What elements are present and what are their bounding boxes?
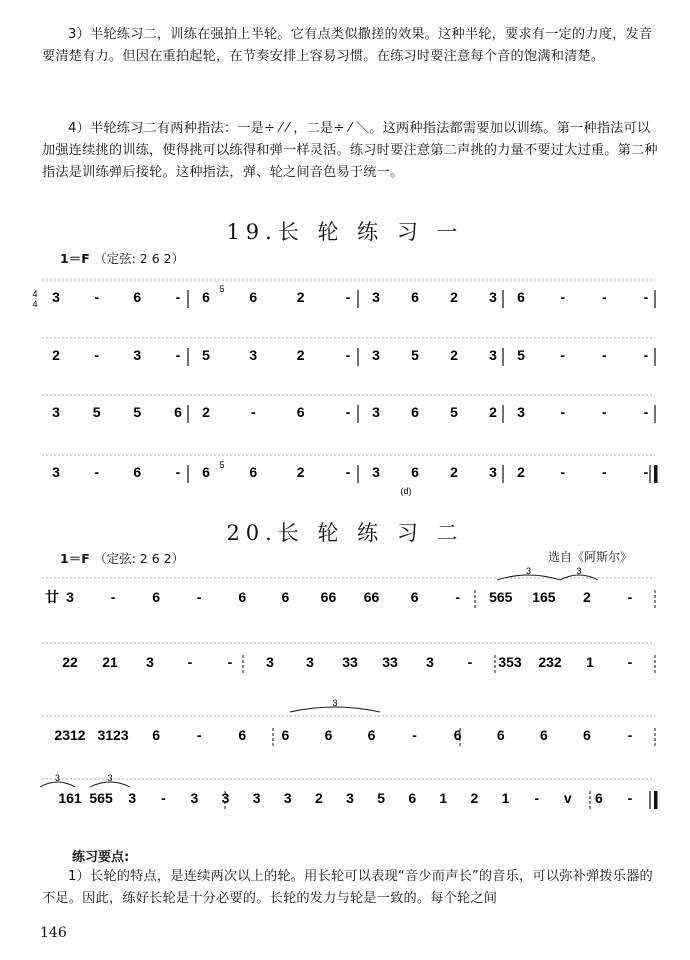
note20-2-13: - (627, 727, 633, 743)
fingering-annotation: (d) (400, 486, 412, 496)
note20-3-0: 161 (58, 790, 82, 806)
note20-1-2: 3 (146, 654, 154, 670)
note-0-3-2: - (601, 289, 607, 305)
note20-0-9: - (455, 589, 461, 605)
note-1-2-1: 5 (411, 347, 419, 363)
practice-points-text: 1）长轮的特点，是连续两次以上的轮。用长轮可以表现“音少而声长”的音乐，可以弥补弹拨乐器的不足。因此，练好长轮是十分必要的。长轮的发力与轮是一致的。每个轮之间 (42, 869, 653, 906)
note20-0-0: 3 (66, 589, 74, 605)
note20-2-12: 6 (583, 727, 591, 743)
note-3-3-3: - (643, 464, 649, 480)
note-1-0-1: - (94, 347, 100, 363)
note20-2-2: 6 (152, 727, 161, 743)
time-signature-top: 4 (32, 289, 38, 299)
note-0-0-2: 6 (133, 289, 142, 305)
note-0-1-3: - (345, 289, 351, 305)
note20-3-5: 3 (221, 790, 230, 806)
note20-2-6: 6 (324, 727, 333, 743)
note20-0-11: 165 (532, 589, 556, 605)
note20-3-15: - (534, 790, 540, 806)
note-2-1-0: 2 (202, 404, 210, 420)
note20-3-10: 5 (377, 790, 386, 806)
note20-2-8: - (412, 727, 417, 743)
key-signature: 1＝F (60, 251, 90, 266)
note-0-3-3: - (643, 289, 649, 305)
grace-note: 5 (219, 460, 225, 470)
note-0-1-0: 6 (202, 289, 210, 305)
note20-0-8: 6 (410, 589, 419, 605)
note-3-3-2: - (601, 464, 607, 480)
page-number: 146 (40, 925, 67, 941)
note-2-3-1: - (560, 404, 566, 420)
note20-3-8: 2 (314, 790, 323, 806)
final-barline (654, 791, 658, 809)
key-signature: 1＝F (60, 551, 90, 566)
note20-1-3: - (187, 654, 193, 670)
note20-0-5: 6 (281, 589, 290, 605)
note20-3-11: 6 (408, 790, 417, 806)
note20-1-4: - (227, 654, 233, 670)
note-1-2-2: 2 (450, 347, 458, 363)
note-3-1-1: 6 (249, 464, 258, 480)
practice-points-heading: 练习要点: (72, 850, 130, 865)
note-1-2-0: 3 (372, 347, 380, 363)
note20-1-12: 232 (538, 654, 562, 670)
note20-0-4: 6 (238, 589, 247, 605)
note20-3-2: 3 (128, 790, 137, 806)
note-0-2-0: 3 (372, 289, 380, 305)
note-0-0-3: - (175, 289, 181, 305)
note-3-1-0: 6 (202, 464, 210, 480)
note-1-3-3: - (643, 347, 649, 363)
note-1-1-3: - (345, 347, 351, 363)
note-0-2-3: 3 (489, 289, 497, 305)
note-0-1-1: 6 (249, 289, 258, 305)
note-2-2-1: 6 (411, 404, 419, 420)
final-barline (654, 465, 658, 483)
note20-2-1: 3123 (97, 727, 129, 743)
note-3-0-1: - (94, 464, 100, 480)
note-2-3-2: - (601, 404, 607, 420)
note-0-1-2: 2 (296, 289, 305, 305)
note-2-0-2: 5 (133, 404, 142, 420)
note-3-0-2: 6 (133, 464, 142, 480)
note20-1-8: 33 (382, 654, 398, 670)
start-mark: 廿 (45, 589, 59, 605)
source-note: 选自《阿斯尔》 (548, 550, 633, 564)
note-1-3-0: 5 (517, 347, 525, 363)
note20-1-6: 3 (306, 654, 314, 670)
note20-3-6: 3 (252, 790, 261, 806)
note20-1-1: 21 (102, 654, 118, 670)
note-1-3-1: - (560, 347, 566, 363)
note20-2-11: 6 (539, 727, 548, 743)
note-2-2-3: 2 (489, 404, 497, 420)
note20-1-13: 1 (586, 654, 594, 670)
note-3-0-3: - (175, 464, 181, 480)
note20-3-16: v (563, 790, 572, 806)
triplet-mark: 3 (107, 773, 113, 783)
note-3-2-2: 2 (450, 464, 458, 480)
note-3-2-3: 3 (489, 464, 497, 480)
note20-0-10: 565 (489, 589, 513, 605)
note-1-0-3: - (175, 347, 181, 363)
note20-1-11: 353 (498, 654, 522, 670)
note20-2-3: - (196, 727, 202, 743)
note-2-0-1: 5 (92, 404, 101, 420)
note-0-2-2: 2 (450, 289, 458, 305)
note-3-1-3: - (345, 464, 351, 480)
note20-3-7: 3 (283, 790, 292, 806)
note20-3-18: - (627, 790, 633, 806)
note-2-0-3: 6 (174, 404, 182, 420)
tuning: （定弦: 2 6 2） (94, 251, 185, 266)
time-signature-bottom: 4 (32, 299, 38, 309)
paragraph-3: 3）半轮练习二，训练在强拍上半轮。它有点类似撒搓的效果。这种半轮，要求有一定的力度，发音要清楚有力。但因在重拍起轮，在节奏安排上容易习惯。在练习时要注意每个音的饱满和清楚。 (42, 27, 653, 64)
note-2-1-3: - (345, 404, 351, 420)
note-1-2-3: 3 (489, 347, 497, 363)
note20-3-12: 1 (439, 790, 448, 806)
note-2-2-2: 5 (450, 404, 458, 420)
note-2-3-0: 3 (517, 404, 525, 420)
note-3-3-1: - (560, 464, 566, 480)
note-1-3-2: - (601, 347, 607, 363)
note20-2-0: 2312 (54, 727, 86, 743)
tuning: （定弦: 2 6 2） (94, 551, 185, 566)
note20-2-9: 6 (453, 727, 462, 743)
note-2-1-1: - (250, 404, 256, 420)
note20-0-13: - (627, 589, 633, 605)
note-1-1-0: 5 (202, 347, 210, 363)
note20-0-1: - (110, 589, 116, 605)
note-3-2-1: 6 (411, 464, 419, 480)
note20-0-12: 2 (583, 589, 591, 605)
note20-2-7: 6 (367, 727, 376, 743)
note20-0-2: 6 (152, 589, 161, 605)
note-0-0-0: 3 (52, 289, 60, 305)
note-3-0-0: 3 (52, 464, 60, 480)
note20-1-7: 33 (342, 654, 358, 670)
note-2-1-2: 6 (296, 404, 305, 420)
note-2-2-0: 3 (372, 404, 380, 420)
note20-0-3: - (196, 589, 202, 605)
note20-3-13: 2 (470, 790, 479, 806)
triplet-mark: 3 (525, 566, 532, 576)
note20-3-14: 1 (501, 790, 510, 806)
note-1-0-0: 2 (52, 347, 60, 363)
note20-1-14: - (627, 654, 633, 670)
triplet-mark: 3 (54, 773, 61, 783)
note20-3-3: - (160, 790, 166, 806)
note-0-3-1: - (560, 289, 566, 305)
paragraph-4: 4）半轮练习二有两种指法：一是÷ ⁄ ⁄ ，二是÷ ⁄ ＼。这两种指法都需要加以训练。第一种指法可以加强连续挑的训练，使得挑可以练得和弹一样灵活。练习时要注意第二声挑的力量不要过大过重。第二种指法是训练弹后接轮。这种指法，弹、轮之间音色易于统一。 (42, 121, 658, 180)
note-2-0-0: 3 (52, 404, 60, 420)
note-0-0-1: - (94, 289, 100, 305)
note-3-3-0: 2 (517, 464, 525, 480)
note20-1-10: - (467, 654, 473, 670)
note-2-3-3: - (643, 404, 649, 420)
triplet-mark: 3 (576, 566, 582, 576)
note20-2-10: 6 (496, 727, 505, 743)
note20-3-1: 565 (89, 790, 113, 806)
note-0-2-1: 6 (411, 289, 419, 305)
note20-2-4: 6 (238, 727, 247, 743)
note-3-2-0: 3 (372, 464, 380, 480)
exercise-20-title: 20.长 轮 练 习 二 (226, 521, 464, 545)
grace-note: 5 (219, 284, 225, 294)
note20-0-7: 66 (363, 589, 380, 605)
note-1-1-2: 2 (296, 347, 305, 363)
note-0-3-0: 6 (517, 289, 525, 305)
note20-3-17: 6 (594, 790, 603, 806)
note-3-1-2: 2 (296, 464, 305, 480)
note20-2-5: 6 (281, 727, 290, 743)
note20-0-6: 66 (320, 589, 337, 605)
note20-1-9: 3 (426, 654, 434, 670)
note20-1-5: 3 (266, 654, 274, 670)
note20-3-4: 3 (190, 790, 199, 806)
note20-1-0: 22 (62, 654, 78, 670)
note20-3-9: 3 (346, 790, 354, 806)
note-1-1-1: 3 (249, 347, 258, 363)
exercise-19-title: 19.长 轮 练 习 一 (226, 220, 464, 244)
triplet-mark: 3 (332, 698, 338, 708)
note-1-0-2: 3 (133, 347, 142, 363)
